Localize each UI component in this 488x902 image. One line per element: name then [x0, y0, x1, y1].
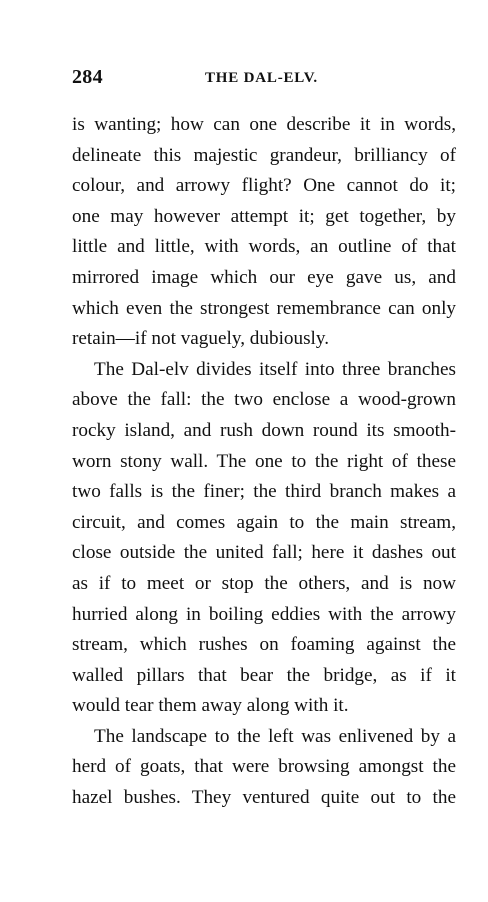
page-number: 284	[72, 66, 103, 88]
text-line: hurried along in boiling eddies with the arrowy	[72, 603, 456, 625]
text-line: which even the strongest remembrance can only	[72, 297, 456, 319]
text-line: rocky island, and rush down round its smooth-	[72, 419, 456, 441]
text-line: as if to meet or stop the others, and is now	[72, 572, 456, 594]
text-line: The landscape to the left was enlivened by a	[94, 725, 456, 747]
text-line: delineate this majestic grandeur, brilliancy of	[72, 144, 456, 166]
text-line: retain—if not vaguely, dubiously.	[72, 328, 330, 350]
paragraph-1	[72, 110, 456, 355]
paragraph-3	[72, 722, 456, 814]
body-text	[72, 110, 456, 814]
text-line: herd of goats, that were browsing amongst the	[72, 756, 456, 778]
text-line: colour, and arrowy flight? One cannot do it;	[72, 175, 456, 197]
text-line: two falls is the finer; the third branch makes a	[72, 481, 456, 503]
text-line: above the fall: the two enclose a wood-grown	[72, 389, 456, 411]
text-line: one may however attempt it; get together, by	[72, 205, 456, 227]
text-line: would tear them away along with it.	[72, 695, 349, 717]
text-line: close outside the united fall; here it dashes out	[72, 542, 456, 564]
text-line: mirrored image which our eye gave us, and	[72, 266, 456, 288]
text-line: hazel bushes. They ventured quite out to the	[72, 787, 456, 809]
text-line: The Dal-elv divides itself into three branches	[94, 358, 456, 380]
text-line: stream, which rushes on foaming against the	[72, 634, 456, 656]
paragraph-2	[72, 355, 456, 722]
running-title: THE DAL-ELV.	[205, 70, 318, 86]
text-line: little and little, with words, an outline of that	[72, 236, 456, 258]
text-line: worn stony wall. The one to the right of these	[72, 450, 456, 472]
text-line: is wanting; how can one describe it in words,	[72, 114, 456, 135]
text-line: circuit, and comes again to the main stream,	[72, 511, 456, 533]
text-line: walled pillars that bear the bridge, as if it	[72, 664, 456, 686]
